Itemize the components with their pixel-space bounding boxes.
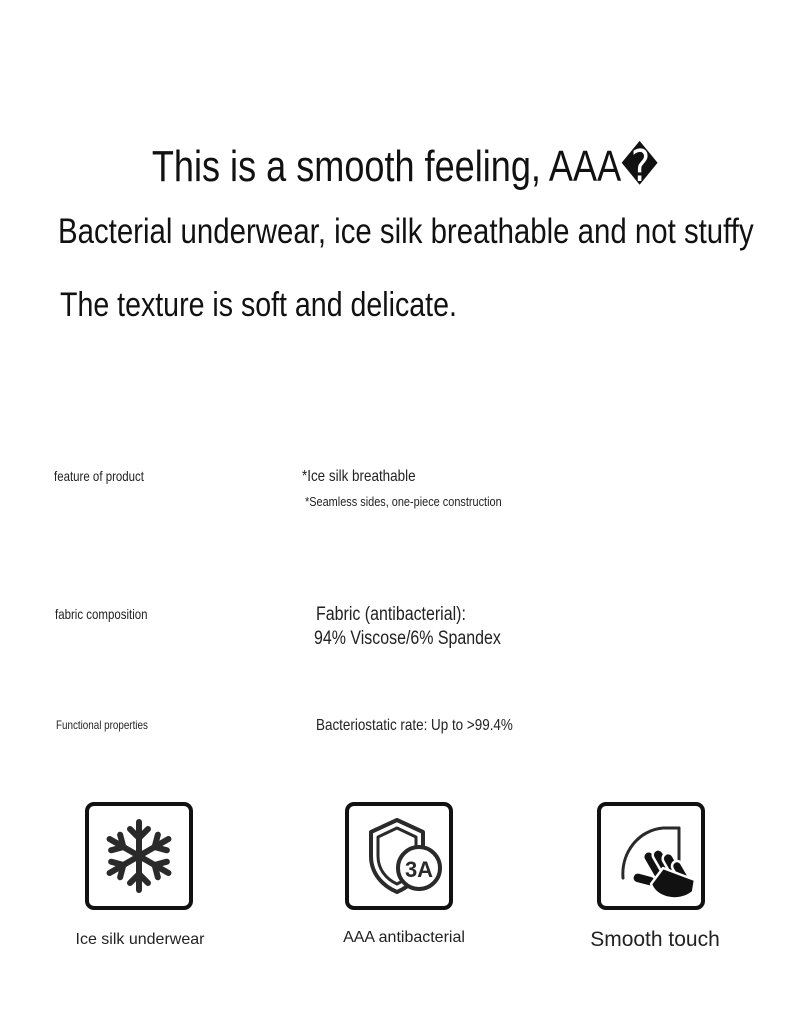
antibacterial-caption: AAA antibacterial [343, 929, 465, 946]
headline-line-3: The texture is soft and delicate. [60, 286, 457, 324]
headline-line-2: Bacterial underwear, ice silk breathable and not stuffy [58, 212, 754, 251]
shield-badge-text: 3A [404, 857, 434, 882]
feature-value-1: *Ice silk breathable [302, 468, 416, 485]
feature-label: feature of product [54, 468, 144, 484]
ice-silk-icon-frame [85, 802, 193, 910]
smooth-touch-icon-frame [597, 802, 705, 910]
smooth-touch-caption: Smooth touch [590, 928, 720, 951]
hand-touch-icon [601, 806, 701, 906]
functional-value: Bacteriostatic rate: Up to >99.4% [316, 717, 513, 734]
fabric-label: fabric composition [55, 606, 148, 622]
shield-3a-icon [349, 806, 449, 906]
feature-value-2: *Seamless sides, one-piece construction [305, 494, 502, 509]
antibacterial-icon-frame [345, 802, 453, 910]
fabric-value-2: 94% Viscose/6% Spandex [314, 628, 501, 649]
snowflake-icon [89, 806, 189, 906]
headline-line-1: This is a smooth feeling, AAA� [151, 142, 659, 191]
ice-silk-caption: Ice silk underwear [75, 931, 205, 948]
functional-label: Functional properties [56, 718, 148, 732]
fabric-value-1: Fabric (antibacterial): [316, 604, 466, 625]
